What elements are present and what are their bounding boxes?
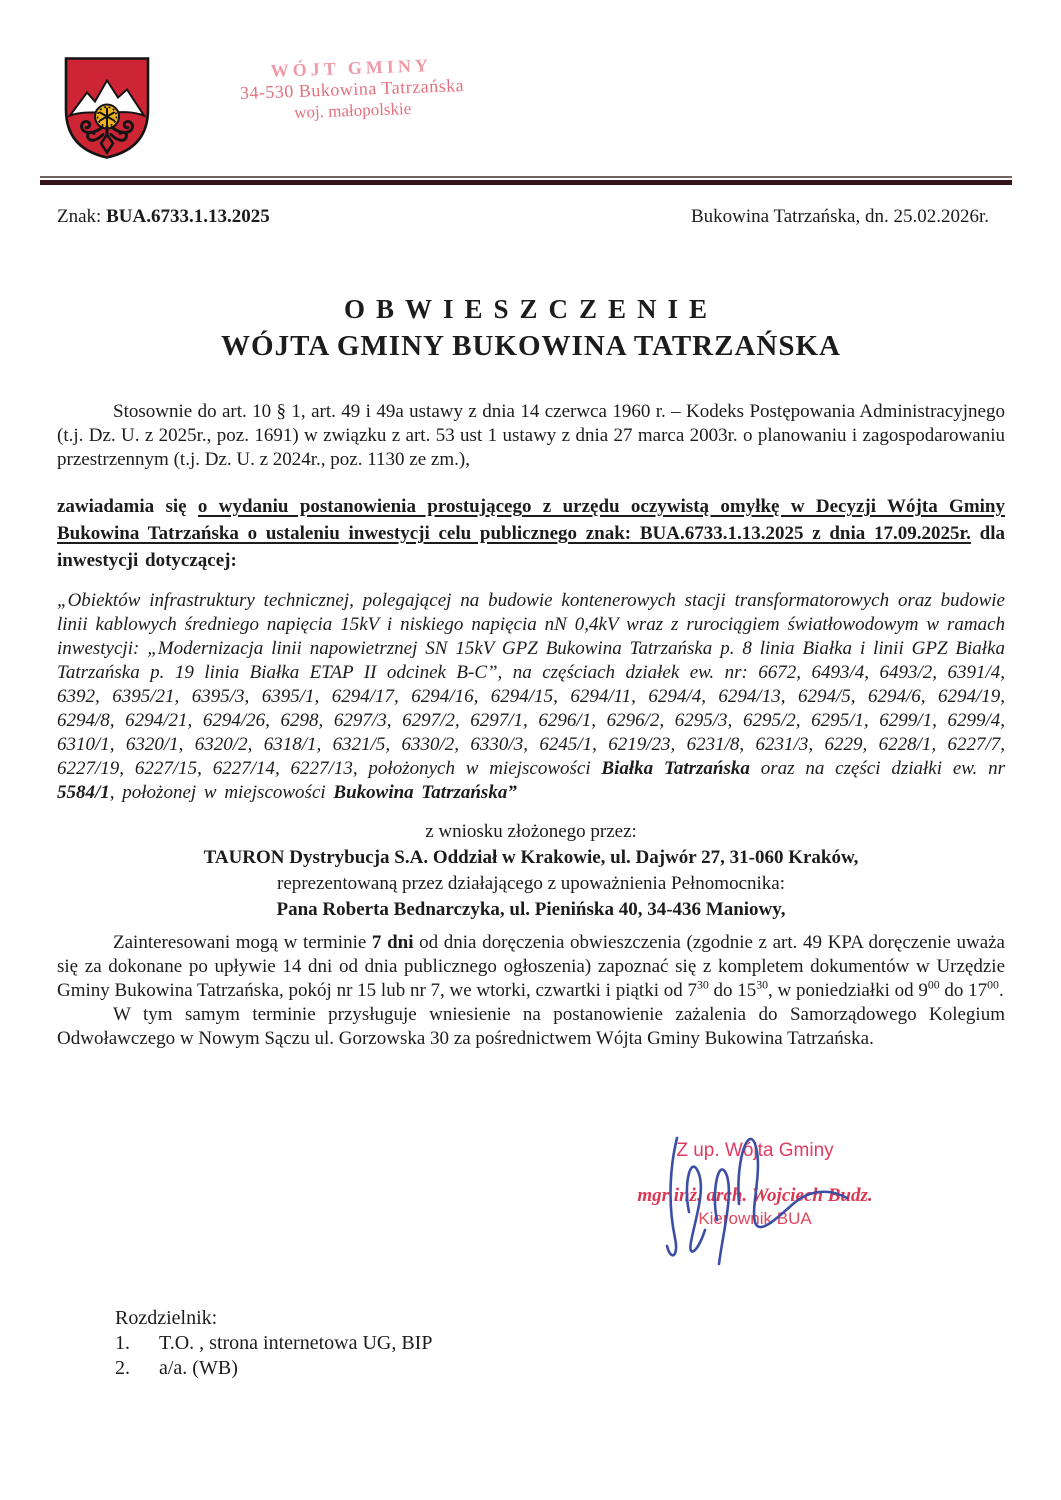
place-and-date: Bukowina Tatrzańska, dn. 25.02.2026r. <box>690 206 989 227</box>
review-text-6: . <box>998 980 1004 1001</box>
review-deadline-7-days: 7 dni <box>371 932 414 953</box>
hour-sup-900: 00 <box>927 978 940 992</box>
header-divider-thick-line <box>40 180 1012 185</box>
review-information-paragraph <box>57 931 1005 1003</box>
signature-name-line: mgr inż. arch. Wojciech Budz. <box>637 1185 873 1206</box>
header-divider-thin-line <box>40 176 1012 178</box>
distribution-list <box>115 1306 432 1381</box>
office-address-stamp <box>231 54 473 125</box>
distribution-item <box>115 1331 432 1356</box>
bukowina-tatrzanska-coat-of-arms-icon <box>62 54 152 162</box>
notice-tail: dla inwestycji dotyczącej: <box>57 523 1005 571</box>
stamp-office-address: 34-530 Bukowina Tatrzańska <box>239 75 465 103</box>
case-reference-label: Znak: <box>57 206 107 227</box>
case-reference <box>57 206 270 228</box>
applicant-company: TAURON Dystrybucja S.A. Oddział w Krakowie, ul. Dajwór 27, 31-060 Kraków, <box>203 847 859 868</box>
hour-sup-1530: 30 <box>756 978 769 992</box>
stamp-office-name: WÓJT GMINY <box>270 55 433 81</box>
handwritten-signature-icon <box>645 1100 865 1270</box>
review-text-1: Zainteresowani mogą w terminie <box>113 932 372 953</box>
review-text-3: do 15 <box>708 980 757 1001</box>
distribution-title: Rozdzielnik: <box>115 1307 218 1329</box>
investment-text: „Obiektów infrastruktury technicznej, polegającej na budowie kontenerowych stacji transformatorowych oraz budowie linii kablowych średniego napięcia 15kV i niskiego napięcia nN 0,4kV wraz z rurociągiem światłowodowym w ramach inwestycji: „Modernizacja linii napowietrznej SN 15kV GPZ Bukowina Tatrzańska p. 8 linia Białka i linii GPZ Białka Tatrzańska p. 19 linia Białka ETAP II odcinek B-C”, na częściach działek ew. nr: 6672, 6493/4, 6493/2, 6391/4, 6392, 6395/21, 6395/3, 6395/1, 6294/17, 6294/16, 6294/15, 6294/11, 6294/4, 6294/13, 6294/5, 6294/6, 6294/19, 6294/8, 6294/21, 6294/26, 6298, 6297/3, 6297/2, 6297/1, 6296/1, 6296/2, 6295/3, 6295/2, 6295/1, 6299/1, 6299/4, 6310/1, 6320/1, 6320/2, 6318/1, 6321/5, 6330/2, 6330/3, 6245/1, 6219/23, 6231/8, 6231/3, 6229, 6228/1, 6227/7, 6227/19, 6227/15, 6227/14, 6227/13, położonych w miejscowości <box>57 590 1005 779</box>
hour-sup-730: 30 <box>696 978 709 992</box>
title-line-authority: WÓJTA GMINY BUKOWINA TATRZAŃSKA <box>221 330 841 362</box>
stamp-office-region: woj. małopolskie <box>293 98 412 123</box>
applicant-block <box>57 819 1005 923</box>
investment-text-3: , położonej w miejscowości <box>109 782 334 803</box>
reference-and-date-row <box>57 206 1005 228</box>
distribution-item <box>115 1356 432 1381</box>
distribution-item-text: T.O. , strona internetowa UG, BIP <box>159 1332 433 1354</box>
review-text-4: , w poniedziałki od 9 <box>768 980 928 1001</box>
legal-basis-paragraph: Stosownie do art. 10 § 1, art. 49 i 49a ustawy z dnia 14 czerwca 1960 r. – Kodeks Postępowania Administracyjnego (t.j. Dz. U. z 2025r., poz. 1691) w związku z art. 53 ust 1 ustawy z dnia 27 marca 2003r. o planowaniu i zagospodarowaniu przestrzennym (t.j. Dz. U. z 2024r., poz. 1130 ze zm.), <box>57 401 1005 470</box>
notice-intro: zawiadamia się <box>57 496 198 517</box>
locality-bialka-tatrzanska: Białka Tatrzańska <box>601 758 750 779</box>
distribution-item-text: a/a. (WB) <box>159 1357 238 1379</box>
applicant-agent: Pana Roberta Bednarczyka, ul. Pienińska 40, 34-436 Maniowy, <box>276 899 786 920</box>
signature-position-line: Kierownik BUA <box>698 1209 812 1228</box>
hour-sup-1700: 00 <box>987 978 999 992</box>
case-reference-number: BUA.6733.1.13.2025 <box>106 206 270 227</box>
plot-number-5584-1: 5584/1 <box>57 782 110 803</box>
title-line-announcement: OBWIESZCZENIE <box>343 294 719 324</box>
review-text-2: od dnia doręczenia obwieszczenia (zgodnie z art. 49 KPA doręczenie uważa się za dokonane po upływie 14 dni od dnia publicznego ogłoszenia) zapoznać się z kompletem dokumentów w Urzędzie Gminy Bukowina Tatrzańska, pokój nr 15 lub nr 7, we wtorki, czwartki i piątki od 7 <box>57 932 1005 1001</box>
notice-underlined-decision: o wydaniu postanowienia prostującego z urzędu oczywistą omyłkę w Decyzji Wójta Gminy Bukowina Tatrzańska o ustaleniu inwestycji celu publicznego znak: BUA.6733.1.13.2025 z dnia 17.09.2025r. <box>57 496 1005 544</box>
header-divider <box>40 176 1012 185</box>
investment-text-2: oraz na części działki ew. nr <box>749 758 1005 779</box>
locality-bukowina-tatrzanska: Bukowina Tatrzańska” <box>333 782 517 803</box>
applicant-intro: z wniosku złożonego przez: <box>425 821 637 842</box>
signature-on-behalf-line: Z up. Wójta Gminy <box>676 1140 834 1161</box>
document-body <box>57 206 1005 1051</box>
review-text-5: do 17 <box>939 980 988 1001</box>
appeal-paragraph: W tym samym terminie przysługuje wniesienie na postanowienie zażalenia do Samorządowego Kolegium Odwoławczego w Nowym Sączu ul. Gorzowska 30 za pośrednictwem Wójta Gminy Bukowina Tatrzańska. <box>57 1004 1005 1049</box>
investment-description-paragraph <box>57 589 1005 805</box>
applicant-represented-by: reprezentowaną przez działającego z upoważnienia Pełnomocnika: <box>277 873 785 894</box>
notice-paragraph <box>57 493 1005 574</box>
distribution-item-number: 1. <box>115 1332 130 1354</box>
document-title <box>57 292 1005 366</box>
distribution-item-number: 2. <box>115 1357 130 1379</box>
